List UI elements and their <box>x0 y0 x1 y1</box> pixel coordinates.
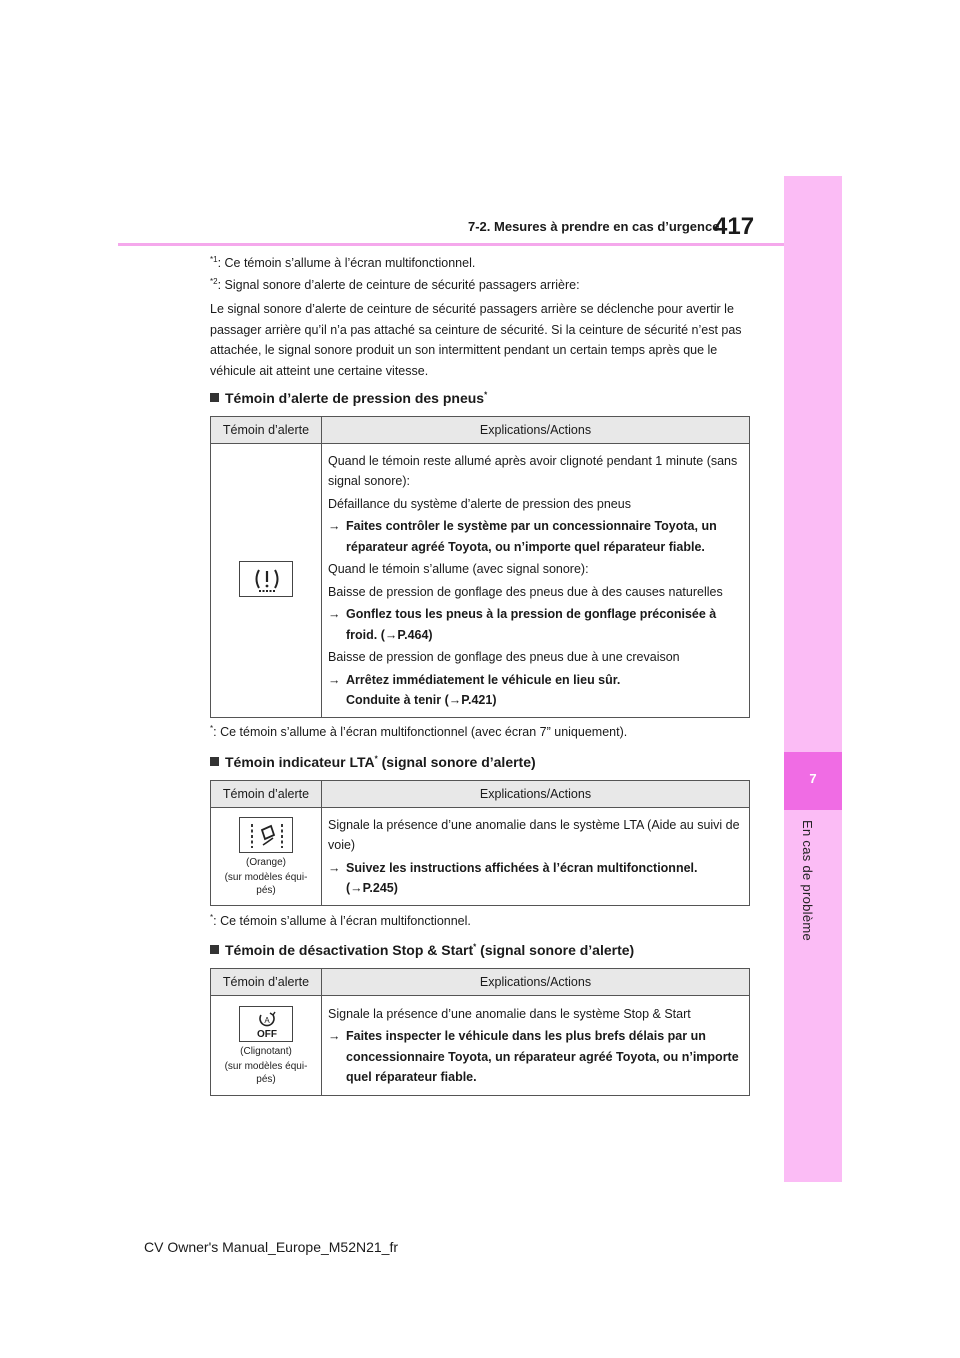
action-text: Suivez les instructions affichées à l’écran multifonctionnel. (→P.245) <box>346 860 698 895</box>
col-header-explanations: Explications/Actions <box>322 969 750 996</box>
footnote-1 <box>210 253 475 274</box>
chapter-side-tab <box>784 176 842 1182</box>
text-line: Signale la présence d’une anomalie dans le système Stop & Start <box>328 1006 691 1021</box>
header-rule <box>118 243 784 246</box>
footnote-mark: * <box>210 912 214 922</box>
icon-cell <box>211 808 322 906</box>
lane-tracing-assist-icon <box>239 817 293 853</box>
action-line <box>328 670 743 711</box>
text-line: Défaillance du système d’alerte de pression des pneus <box>328 496 631 511</box>
action-text: Gonflez tous les pneus à la pression de gonflage préconisée à froid. (→P.464) <box>346 607 717 642</box>
section-heading-stop-start <box>210 942 634 958</box>
icon-cell <box>211 444 322 718</box>
icon-caption-blink: (Clignotant) <box>240 1045 292 1057</box>
page-number: 417 <box>714 213 755 240</box>
heading-bullet <box>210 945 219 954</box>
heading-bullet <box>210 757 219 766</box>
explanations-cell <box>322 808 750 906</box>
lta-table <box>210 780 750 906</box>
section-heading-mark: * <box>484 390 488 400</box>
footnote-lta <box>210 911 471 932</box>
arrow-icon: → <box>328 860 341 875</box>
action-line <box>328 1026 743 1088</box>
footnote-1-mark: *1 <box>210 254 218 264</box>
col-header-warning: Témoin d’alerte <box>211 969 322 996</box>
action-text: Arrêtez immédiatement le véhicule en lieu sûr. <box>346 672 621 687</box>
text-line: Quand le témoin reste allumé après avoir clignoté pendant 1 minute (sans signal sonore): <box>328 453 738 488</box>
section-heading-tire-pressure <box>210 390 487 406</box>
arrow-icon: → <box>328 607 341 621</box>
action-text: Conduite à tenir (→P.421) <box>346 693 497 707</box>
stop-start-table <box>210 968 750 1096</box>
section-heading-text: Témoin d’alerte de pression des pneus <box>225 390 485 406</box>
icon-caption-models: (sur modèles équi-pés) <box>224 1060 308 1085</box>
footnote-tire <box>210 722 627 743</box>
footnote-text: : Ce témoin s’allume à l’écran multifonctionnel (avec écran 7” uniquement). <box>213 725 628 739</box>
text-line: Signale la présence d’une anomalie dans le système LTA (Aide au suivi de voie) <box>328 817 740 852</box>
text-line: Baisse de pression de gonflage des pneus due à des causes naturelles <box>328 584 723 599</box>
arrow-icon: → <box>328 1029 341 1043</box>
action-line <box>328 604 743 645</box>
section-heading-text: Témoin indicateur LTA <box>225 754 375 770</box>
section-heading-text: Témoin de désactivation Stop & Start <box>225 942 474 958</box>
icon-caption-color: (Orange) <box>245 856 286 868</box>
icon-off-text: OFF <box>257 1028 277 1040</box>
action-text: Faites inspecter le véhicule dans les plus brefs délais par un concessionnaire Toyota, un réparateur agréé Toyota, ou n’importe quel réparateur fiable. <box>346 1029 739 1084</box>
action-line <box>328 516 743 557</box>
arrow-icon: → <box>328 672 341 687</box>
col-header-explanations: Explications/Actions <box>322 781 750 808</box>
section-heading-mark: * <box>473 942 477 952</box>
footer-manual-id: CV Owner's Manual_Europe_M52N21_fr <box>144 1239 399 1255</box>
explanations-cell <box>322 996 750 1096</box>
tire-pressure-table <box>210 416 750 718</box>
chapter-number: 7 <box>809 771 817 786</box>
action-text: Faites contrôler le système par un concessionnaire Toyota, un réparateur agréé Toyota, ou n’importe quel réparateur fiable. <box>346 519 717 554</box>
text-line: Baisse de pression de gonflage des pneus due à une crevaison <box>328 650 680 664</box>
col-header-warning: Témoin d’alerte <box>211 781 322 808</box>
chapter-title: En cas de problème <box>800 820 815 942</box>
footnote-text: : Ce témoin s’allume à l’écran multifonctionnel. <box>213 914 471 928</box>
explanations-cell <box>322 444 750 718</box>
footnote-1-text: : Ce témoin s’allume à l’écran multifonctionnel. <box>217 256 476 270</box>
footnote-2 <box>210 275 580 296</box>
stop-start-off-icon <box>239 1006 293 1042</box>
text-line: Quand le témoin s’allume (avec signal sonore): <box>328 562 589 576</box>
section-heading-suffix: (signal sonore d’alerte) <box>476 942 635 958</box>
footnote-2-mark: *2 <box>210 276 218 286</box>
section-title: 7-2. Mesures à prendre en cas d’urgence <box>468 219 720 234</box>
section-heading-mark: * <box>374 754 378 764</box>
footnote-mark: * <box>210 723 214 733</box>
icon-cell <box>211 996 322 1096</box>
footnote-2-text: : Signal sonore d’alerte de ceinture de sécurité passagers arrière: <box>217 278 580 292</box>
arrow-icon: → <box>328 519 341 533</box>
heading-bullet <box>210 393 219 402</box>
section-heading-lta <box>210 754 536 770</box>
col-header-warning: Témoin d’alerte <box>211 417 322 444</box>
col-header-explanations: Explications/Actions <box>322 417 750 444</box>
svg-text:A: A <box>264 1015 270 1025</box>
section-heading-suffix: (signal sonore d’alerte) <box>377 754 536 770</box>
action-line <box>328 858 743 899</box>
tire-pressure-warning-icon <box>239 561 293 597</box>
icon-caption-models: (sur modèles équi-pés) <box>224 871 308 896</box>
seatbelt-paragraph: Le signal sonore d’alerte de ceinture de sécurité passagers arrière se déclenche pour avertir le passager arrière qu’il n’a pas attaché sa ceinture de sécurité. Si la ceinture de sécurité n’est pas attachée, le signal sonore produit un son intermittent pendant un certain temps après que le véhicule ait atteint une certaine vitesse. <box>210 302 742 378</box>
